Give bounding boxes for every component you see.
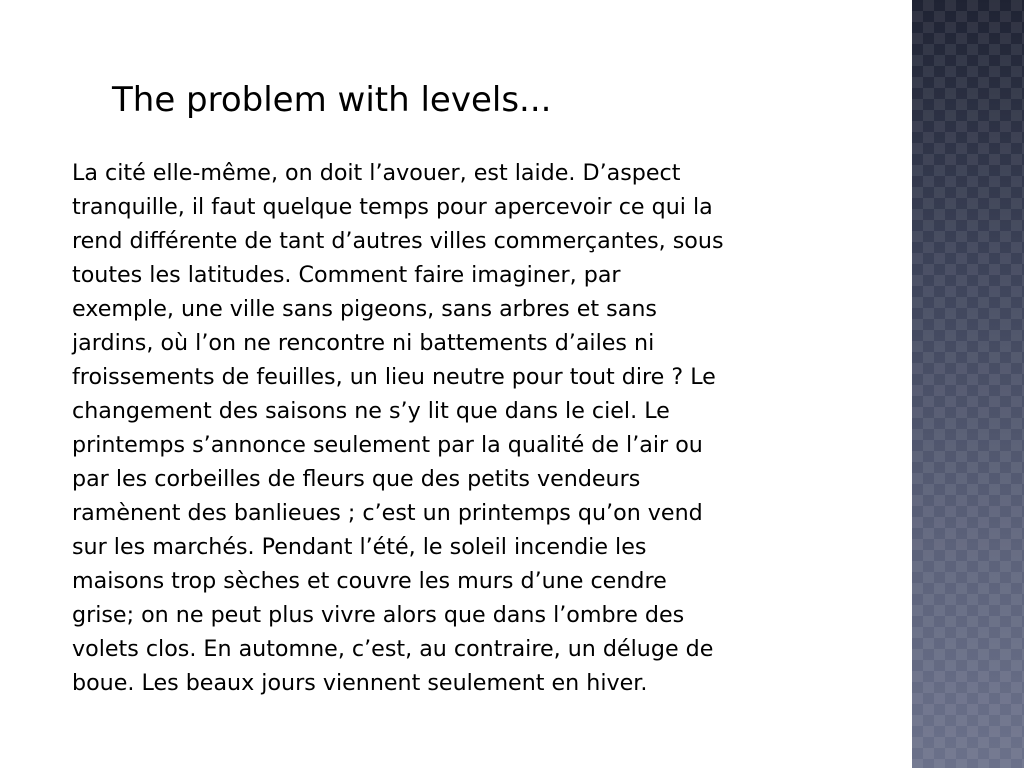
body-line: La cité elle-même, on doit l’avouer, est laide. D’aspect: [72, 160, 681, 186]
body-line: froissements de feuilles, un lieu neutre pour tout dire ? Le: [72, 364, 716, 390]
body-line: rend différente de tant d’autres villes commerçantes, sous: [72, 228, 724, 254]
body-line: sur les marchés. Pendant l’été, le soleil incendie les: [72, 534, 647, 560]
body-line: toutes les latitudes. Comment faire imaginer, par: [72, 262, 621, 288]
body-line: maisons trop sèches et couvre les murs d’une cendre: [72, 568, 667, 594]
body-line: par les corbeilles de fleurs que des petits vendeurs: [72, 466, 641, 492]
body-line: volets clos. En automne, c’est, au contraire, un déluge de: [72, 636, 714, 662]
body-line: exemple, une ville sans pigeons, sans arbres et sans: [72, 296, 657, 322]
slide-title: The problem with levels...: [112, 80, 552, 120]
slide-body-text: [72, 156, 842, 700]
body-line: grise; on ne peut plus vivre alors que dans l’ombre des: [72, 602, 685, 628]
body-line: changement des saisons ne s’y lit que dans le ciel. Le: [72, 398, 670, 424]
body-line: ramènent des banlieues ; c’est un printemps qu’on vend: [72, 500, 703, 526]
decorative-side-band: [912, 0, 1024, 768]
body-line: tranquille, il faut quelque temps pour apercevoir ce qui la: [72, 194, 713, 220]
body-line: jardins, où l’on ne rencontre ni battements d’ailes ni: [72, 330, 655, 356]
body-line: boue. Les beaux jours viennent seulement en hiver.: [72, 670, 648, 696]
body-line: printemps s’annonce seulement par la qualité de l’air ou: [72, 432, 703, 458]
